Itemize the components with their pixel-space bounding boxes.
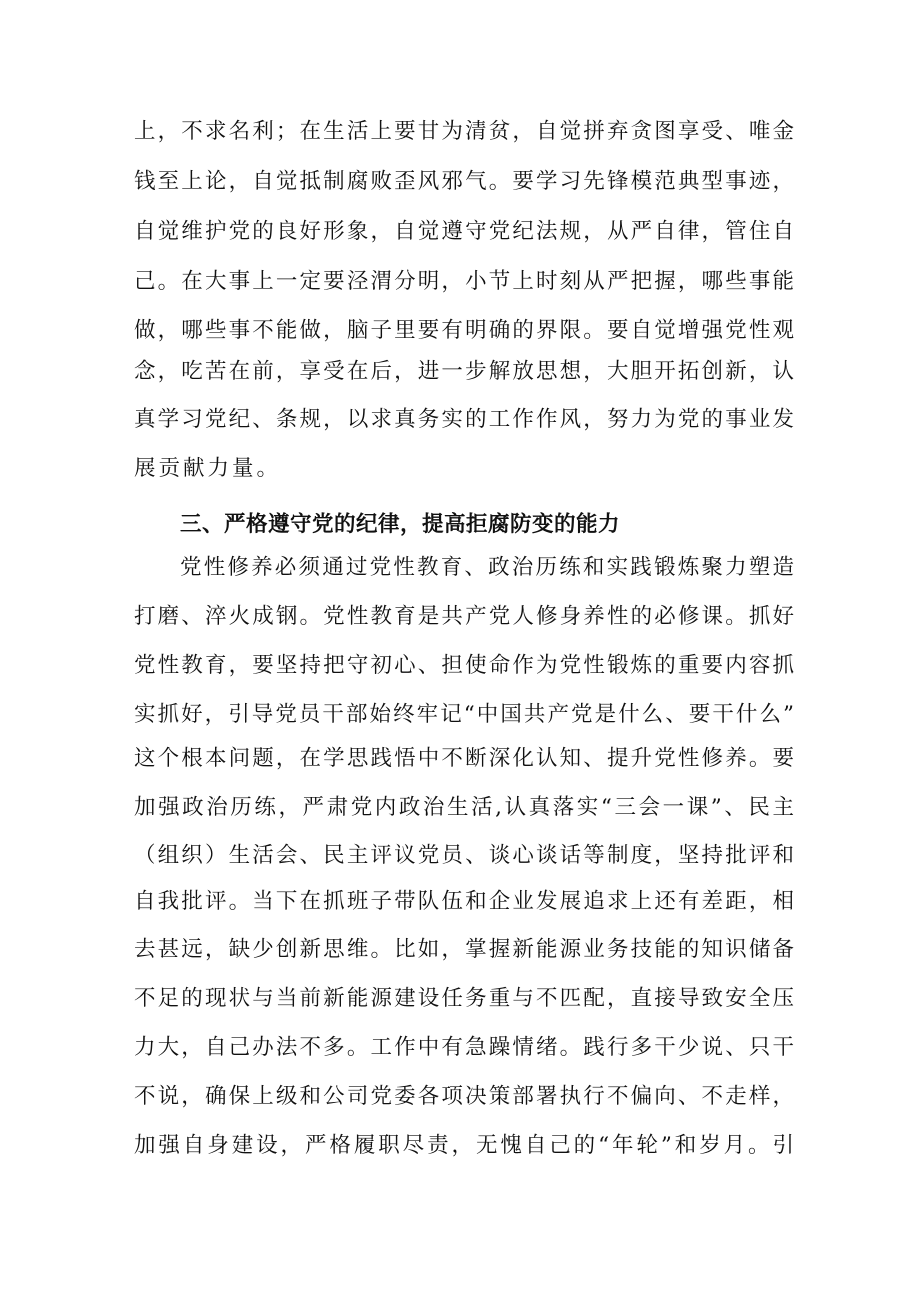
paragraph-1-line: 上，不求名利；在生活上要甘为清贫，自觉拼弃贪图享受、唯金 bbox=[134, 119, 794, 144]
paragraph-2-line: 力大，自己办法不多。工作中有急躁情绪。践行多干少说、只干 bbox=[134, 1035, 794, 1060]
paragraph-2-line: 加强自身建设，严格履职尽责，无愧自己的“年轮”和岁月。引 bbox=[134, 1133, 794, 1158]
paragraph-2-line: 党性教育，要坚持把守初心、担使命作为党性锻炼的重要内容抓 bbox=[134, 653, 794, 678]
paragraph-1-line: 钱至上论，自觉抵制腐败歪风邪气。要学习先锋模范典型事迹， bbox=[134, 169, 794, 194]
paragraph-1-line: 做，哪些事不能做，脑子里要有明确的界限。要自觉增强党性观 bbox=[134, 318, 794, 343]
paragraph-1-line: 展贡献力量。 bbox=[134, 456, 282, 481]
paragraph-2-line: 不说，确保上级和公司党委各项决策部署执行不偏向、不走样， bbox=[134, 1084, 794, 1109]
paragraph-2-line: 实抓好，引导党员干部始终牢记“中国共产党是什么、要干什么” bbox=[134, 702, 794, 727]
section-heading: 三、严格遵守党的纪律，提高拒腐防变的能力 bbox=[180, 512, 621, 537]
paragraph-1-line: 己。在大事上一定要泾渭分明，小节上时刻从严把握，哪些事能 bbox=[134, 269, 794, 294]
paragraph-2-line: 这个根本问题，在学思践悟中不断深化认知、提升党性修养。要 bbox=[134, 746, 794, 771]
paragraph-1-line: 真学习党纪、条规，以求真务实的工作作风，努力为党的事业发 bbox=[134, 407, 794, 432]
paragraph-2-line: （组织）生活会、民主评议党员、谈心谈话等制度，坚持批评和 bbox=[134, 843, 794, 868]
paragraph-2-line: 加强政治历练，严肃党内政治生活,认真落实“三会一课”、民主 bbox=[134, 795, 794, 820]
paragraph-2-line: 打磨、淬火成钢。党性教育是共产党人修身养性的必修课。抓好 bbox=[134, 604, 794, 629]
paragraph-1-line: 念，吃苦在前，享受在后，进一步解放思想，大胆开拓创新，认 bbox=[134, 359, 794, 384]
paragraph-2-line: 去甚远，缺少创新思维。比如，掌握新能源业务技能的知识储备 bbox=[134, 937, 794, 962]
paragraph-2-line: 党性修养必须通过党性教育、政治历练和实践锻炼聚力塑造 bbox=[180, 555, 794, 580]
paragraph-2-line: 不足的现状与当前新能源建设任务重与不匹配，直接导致安全压 bbox=[134, 986, 794, 1011]
paragraph-1-line: 自觉维护党的良好形象，自觉遵守党纪法规，从严自律，管住自 bbox=[134, 219, 794, 244]
paragraph-2-line: 自我批评。当下在抓班子带队伍和企业发展追求上还有差距，相 bbox=[134, 889, 794, 914]
